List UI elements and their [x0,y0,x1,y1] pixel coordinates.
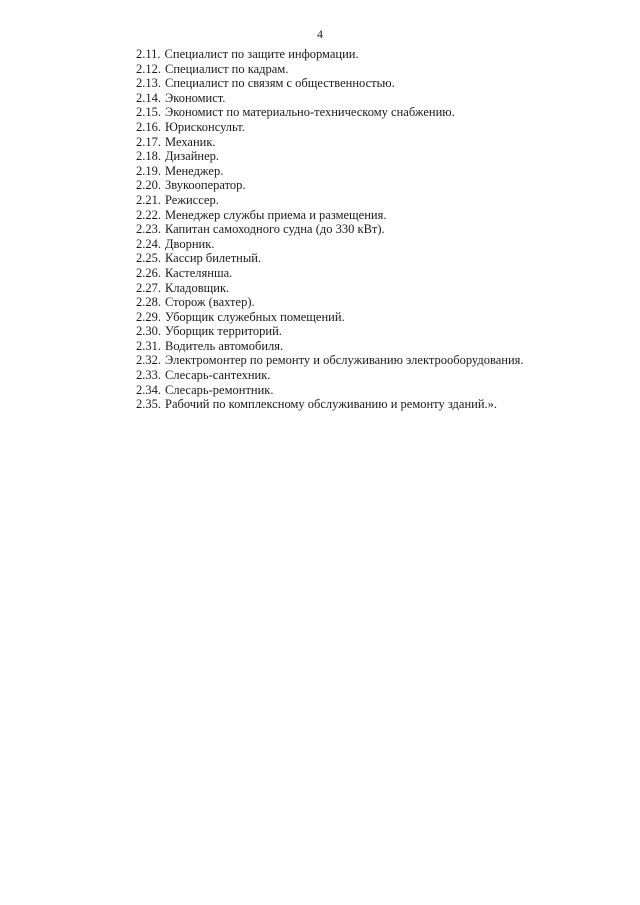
item-number: 2.21. [136,192,161,207]
item-text: Кастелянша. [165,265,233,280]
item-text: Механик. [165,134,216,149]
page-number: 4 [317,27,323,41]
item-number: 2.24. [136,236,161,251]
item-number: 2.22. [136,207,161,222]
list-item [136,339,626,354]
list-item [136,178,626,193]
item-text: Специалист по защите информации. [164,47,359,61]
list-item [136,76,626,91]
item-text: Уборщик служебных помещений. [165,309,345,324]
item-text: Менеджер службы приема и размещения. [165,207,387,222]
list-item [136,310,626,325]
item-number: 2.14. [136,90,161,105]
list-item [136,135,626,150]
item-number: 2.27. [136,280,161,295]
list-item [136,368,626,383]
item-text: Дизайнер. [165,149,220,164]
item-number: 2.17. [136,134,161,149]
list-item [136,105,626,120]
item-number: 2.32. [136,353,161,368]
item-number: 2.23. [136,222,161,237]
list-item [136,251,626,266]
list-item [136,120,626,135]
list-item [136,397,626,412]
positions-list [136,47,626,412]
item-number: 2.26. [136,265,161,280]
item-text: Капитан самоходного судна (до 330 кВт). [165,222,385,237]
item-number: 2.33. [136,368,161,383]
item-number: 2.35. [136,397,161,412]
item-number: 2.11. [136,47,161,61]
item-text: Экономист. [165,90,226,105]
item-number: 2.18. [136,149,161,164]
item-text: Электромонтер по ремонту и обслуживанию электрооборудования. [165,353,524,368]
item-text: Экономист по материально-техническому снабжению. [165,105,455,120]
item-number: 2.12. [136,61,161,76]
item-text: Сторож (вахтер). [165,295,255,310]
list-item [136,295,626,310]
item-number: 2.30. [136,324,161,339]
list-item [136,149,626,164]
item-number: 2.29. [136,309,161,324]
item-number: 2.19. [136,163,161,178]
list-item [136,353,626,368]
item-text: Звукооператор. [165,178,246,193]
item-text: Уборщик территорий. [165,324,282,339]
item-text: Специалист по кадрам. [165,61,289,76]
list-item [136,222,626,237]
list-item [136,91,626,106]
item-text: Менеджер. [165,163,224,178]
list-item [136,237,626,252]
item-text: Слесарь-ремонтник. [165,382,274,397]
list-item [136,281,626,296]
list-item [136,47,626,62]
item-number: 2.28. [136,295,161,310]
item-text: Кассир билетный. [165,251,262,266]
item-text: Специалист по связям с общественностью. [165,76,395,91]
item-text: Кладовщик. [165,280,230,295]
item-number: 2.25. [136,251,161,266]
item-text: Дворник. [165,236,215,251]
list-item [136,383,626,398]
item-number: 2.15. [136,105,161,120]
item-number: 2.20. [136,178,161,193]
list-item [136,193,626,208]
item-text: Рабочий по комплексному обслуживанию и ремонту зданий.». [165,397,498,412]
list-item [136,324,626,339]
item-number: 2.13. [136,76,161,91]
list-item [136,62,626,77]
item-number: 2.31. [136,338,161,353]
item-number: 2.16. [136,119,161,134]
item-text: Режиссер. [165,192,219,207]
list-item [136,208,626,223]
item-text: Юрисконсульт. [165,119,245,134]
item-text: Водитель автомобиля. [165,338,284,353]
item-number: 2.34. [136,382,161,397]
item-text: Слесарь-сантехник. [165,368,271,383]
list-item [136,164,626,179]
list-item [136,266,626,281]
